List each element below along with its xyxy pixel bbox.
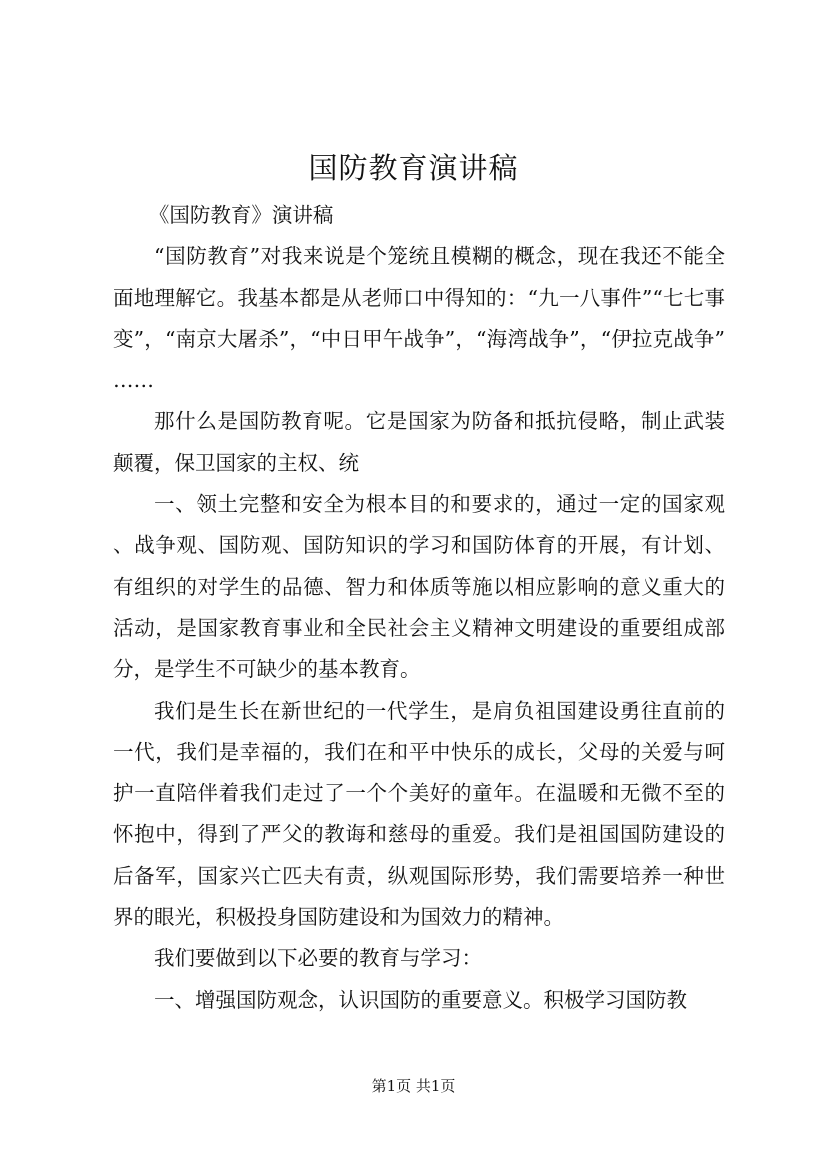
paragraph-4: 我们是生长在新世纪的一代学生，是肩负祖国建设勇往直前的一代，我们是幸福的，我们在和平中快乐的成长，父母的关爱与呵护一直陪伴着我们走过了一个个美好的童年。在温暖和无微不至的怀抱中，得到了严父的教诲和慈母的重爱。我们是祖国国防建设的后备军，国家兴亡匹夫有责，纵观国际形势，我们需要培养一种世界的眼光，积极投身国防建设和为国效力的精神。 (113, 698, 725, 930)
page-number-footer: 第1页 共1页 (371, 1077, 456, 1095)
document-body (113, 195, 725, 1021)
document-title: 国防教育演讲稿 (308, 151, 519, 185)
paragraph-5: 我们要做到以下必要的教育与学习： (154, 946, 482, 971)
paragraph-6: 一、增强国防观念，认识国防的重要意义。积极学习国防教 (154, 987, 687, 1012)
paragraph-1: “国防教育”对我来说是个笼统且模糊的概念，现在我还不能全面地理解它。我基本都是从老师口中得知的：“九一八事件”“七七事变”，“南京大屠杀”，“中日甲午战争”，“海湾战争”，“伊拉克战争”…… (113, 244, 725, 393)
paragraph-2: 那什么是国防教育呢。它是国家为防备和抵抗侵略，制止武装颠覆，保卫国家的主权、统 (113, 409, 725, 475)
paragraph-3: 一、领土完整和安全为根本目的和要求的，通过一定的国家观、战争观、国防观、国防知识的学习和国防体育的开展，有计划、有组织的对学生的品德、智力和体质等施以相应影响的意义重大的活动，是国家教育事业和全民社会主义精神文明建设的重要组成部分，是学生不可缺少的基本教育。 (113, 492, 725, 682)
document-subtitle: 《国防教育》演讲稿 (148, 203, 334, 227)
